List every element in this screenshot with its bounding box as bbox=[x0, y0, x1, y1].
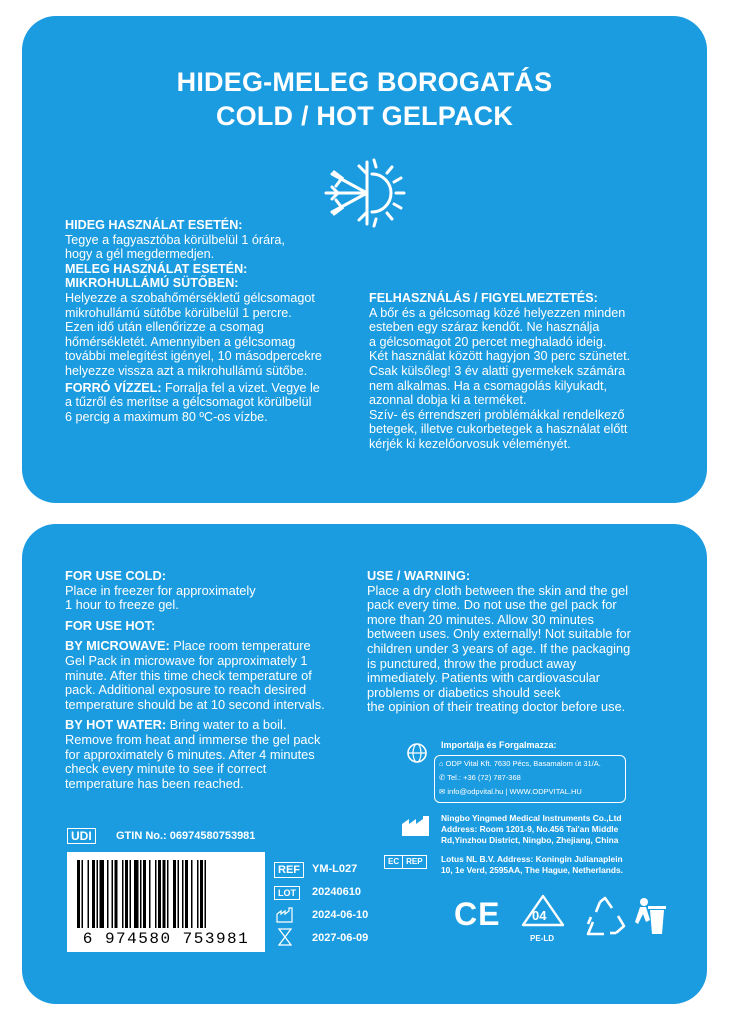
mail-icon: ✉ bbox=[439, 787, 448, 796]
barcode-bar bbox=[115, 860, 118, 928]
lot-label: LOT bbox=[274, 886, 300, 900]
phone-icon: ✆ bbox=[439, 773, 448, 782]
barcode-bar bbox=[82, 860, 84, 928]
text-line: the opinion of their treating doctor before use. bbox=[367, 699, 626, 715]
text-line: check every minute to see if correct bbox=[65, 761, 267, 777]
text-line: pack every time. Do not use the gel pack for bbox=[367, 597, 617, 613]
barcode-bar bbox=[125, 860, 128, 928]
text-line: Place room temperature bbox=[169, 638, 311, 654]
ref-value: YM-L027 bbox=[312, 863, 358, 875]
text-line: temperature has been reached. bbox=[65, 775, 244, 791]
waste-bin-icon bbox=[632, 896, 672, 938]
text-line: Place a dry cloth between the skin and the gel bbox=[367, 582, 629, 598]
text-line: minute. After this time check temperature of bbox=[65, 667, 312, 683]
importer-web-row bbox=[439, 786, 582, 797]
text-line: nem alkalmas. Ha a csomagolás kilyukadt, bbox=[369, 378, 607, 393]
front-label-panel bbox=[22, 16, 707, 503]
text-line: a tűzről és merítse a gélcsomagot körülbelül bbox=[65, 395, 312, 410]
barcode-bar bbox=[97, 860, 99, 928]
barcode-bar bbox=[191, 860, 193, 928]
ce-mark: CE bbox=[454, 896, 501, 932]
barcode-bar bbox=[134, 860, 139, 928]
text-line: hőmérsékletét. Amennyiben a gélcsomag bbox=[65, 334, 296, 349]
text-line: a gélcsomagot 20 percet meghaladó ideig. bbox=[369, 334, 607, 349]
barcode-bar bbox=[107, 860, 109, 928]
text-line: pack. Additional exposure to reach desired bbox=[65, 682, 307, 698]
barcode-bar bbox=[130, 860, 132, 928]
importer-address-row bbox=[439, 758, 601, 769]
barcode-bar bbox=[200, 860, 203, 928]
barcode-bar bbox=[100, 860, 105, 928]
barcode-bar bbox=[185, 860, 188, 928]
udi-label: UDI bbox=[67, 828, 96, 844]
text-line: Forralja fel a vizet. Vegye le bbox=[161, 380, 320, 395]
barcode-bar bbox=[140, 860, 142, 928]
barcode-bar bbox=[182, 860, 184, 928]
gtin-number: GTIN No.: 06974580753981 bbox=[116, 830, 256, 842]
barcode-bar bbox=[197, 860, 199, 928]
text-line: between uses. Only externally! Not suitable for bbox=[367, 626, 631, 642]
text-line: 1 hour to freeze gel. bbox=[65, 597, 179, 613]
text-line: Helyezze a szobahőmérsékletű gélcsomagot bbox=[65, 290, 315, 305]
hot-water-heading-hu: FORRÓ VÍZZEL: bbox=[65, 380, 162, 395]
text-line: Tegye a fagyasztóba körülbelül 1 órára, bbox=[65, 232, 285, 247]
text-line: kérjék ki kezelőorvosuk véleményét. bbox=[369, 436, 571, 451]
hot-heading-hu: MELEG HASZNÁLAT ESETÉN: bbox=[65, 261, 248, 276]
recycle-code: 04 bbox=[532, 908, 547, 923]
text-line: Bring water to a boil. bbox=[166, 717, 287, 733]
text-line: 6 percig a maximum 80 ºC-os vízbe. bbox=[65, 409, 268, 424]
text-line: more than 20 minutes. Allow 30 minutes bbox=[367, 611, 594, 627]
ref-label: REF bbox=[274, 862, 304, 878]
text-line: problems or diabetics should seek bbox=[367, 684, 561, 700]
rep-label: REP bbox=[406, 857, 423, 866]
importer-box bbox=[434, 755, 626, 803]
text-line: Ezen idő után ellenőrizze a csomag bbox=[65, 320, 264, 335]
text-line: Két használat között hagyjon 30 perc szünetet. bbox=[369, 349, 631, 364]
warning-heading-hu: FELHASZNÁLÁS / FIGYELMEZTETÉS: bbox=[369, 291, 598, 305]
text-line: temperature should be at 10 second intervals. bbox=[65, 696, 325, 712]
barcode-bar bbox=[178, 860, 180, 928]
barcode-bar bbox=[122, 860, 124, 928]
expiry-date: 2027-06-09 bbox=[312, 932, 369, 944]
barcode-bar bbox=[143, 860, 146, 928]
barcode-bar bbox=[205, 860, 207, 928]
text-line: azonnal dobja ki a terméket. bbox=[369, 393, 527, 408]
barcode-bar bbox=[155, 860, 157, 928]
importer-address: ODP Vital Kft. 7630 Pécs, Basamalom út 31/A. bbox=[445, 759, 601, 768]
text-line: Gel Pack in microwave for approximately 1 bbox=[65, 652, 308, 668]
text-line: 10, 1e Verd, 2595AA, The Hague, Netherlands. bbox=[441, 865, 623, 875]
text-line: hogy a gél megdermedjen. bbox=[65, 247, 215, 262]
manufacture-date-icon bbox=[276, 907, 294, 923]
back-right-column bbox=[367, 569, 697, 715]
ec-rep-symbol bbox=[384, 855, 427, 869]
lot-value: 20240610 bbox=[312, 886, 361, 898]
text-line: for approximately 6 minutes. After 4 minutes bbox=[65, 746, 315, 762]
hot-water-heading-en: BY HOT WATER: bbox=[65, 717, 167, 733]
hot-heading-en: FOR USE HOT: bbox=[65, 617, 156, 633]
text-line: további melegítést igényel, 10 másodpercekre bbox=[65, 349, 322, 364]
front-title-en: COLD / HOT GELPACK bbox=[215, 101, 514, 131]
manufacturer-icon bbox=[400, 814, 432, 838]
back-label-panel bbox=[22, 524, 707, 1004]
text-line: Address: Room 1201-9, No.456 Tai'an Middle bbox=[441, 824, 619, 834]
text-line: Csak külsőleg! 3 év alatti gyermekek számára bbox=[369, 363, 626, 378]
microwave-heading-en: BY MICROWAVE: bbox=[65, 638, 170, 654]
barcode-bar bbox=[158, 860, 161, 928]
text-line: helyezze vissza azt a mikrohullámú sütőbe. bbox=[65, 363, 308, 378]
text-line: Rd,Yinzhou District, Ningbo, Zhejiang, China bbox=[441, 835, 619, 845]
home-icon: ⌂ bbox=[439, 759, 446, 768]
importer-heading: Importálja és Forgalmazza: bbox=[441, 740, 557, 750]
ec-label: EC bbox=[385, 856, 403, 868]
manufacture-date: 2024-06-10 bbox=[312, 909, 369, 921]
ec-rep-block bbox=[441, 854, 623, 876]
barcode bbox=[67, 852, 265, 952]
text-line: Szív- és érrendszeri problémákkal rendelkező bbox=[369, 407, 625, 422]
front-title-hu: HIDEG-MELEG BOROGATÁS bbox=[176, 67, 553, 97]
importer-phone-row bbox=[439, 772, 521, 783]
importer-phone: Tel.: +36 (72) 787-368 bbox=[447, 773, 521, 782]
barcode-bar bbox=[77, 860, 80, 928]
barcode-bar bbox=[173, 860, 176, 928]
cold-heading-hu: HIDEG HASZNÁLAT ESETÉN: bbox=[65, 218, 243, 232]
recycle-icon bbox=[582, 896, 628, 938]
cold-heading-en: FOR USE COLD: bbox=[65, 568, 166, 583]
globe-icon bbox=[406, 742, 428, 764]
text-line: Lotus NL B.V. Address: Koningin Julianaplein bbox=[441, 854, 623, 864]
barcode-bar bbox=[163, 860, 166, 928]
text-line: Place in freezer for approximately bbox=[65, 582, 256, 598]
warning-heading-en: USE / WARNING: bbox=[367, 568, 471, 583]
text-line: mikrohullámú sütőbe körülbelül 1 percre. bbox=[65, 305, 292, 320]
barcode-bar bbox=[167, 860, 169, 928]
front-right-column bbox=[369, 291, 699, 452]
back-left-column bbox=[65, 569, 385, 791]
text-line: betegek, illetve cukorbetegek a használat előtt bbox=[369, 422, 628, 437]
text-line: Ningbo Yingmed Medical Instruments Co.,Ltd bbox=[441, 813, 622, 823]
barcode-bar bbox=[88, 860, 90, 928]
barcode-number: 6 974580 753981 bbox=[82, 930, 250, 948]
hourglass-icon bbox=[278, 928, 292, 946]
text-line: Remove from heat and immerse the gel pack bbox=[65, 731, 321, 747]
importer-web: info@odpvital.hu | WWW.ODPVITAL.HU bbox=[447, 787, 582, 796]
text-line: is punctured, throw the product away bbox=[367, 655, 577, 671]
front-left-column bbox=[65, 218, 385, 424]
text-line: immediately. Patients with cardiovascular bbox=[367, 670, 601, 686]
text-line: esteben egy száraz kendőt. Ne használja bbox=[369, 320, 600, 335]
barcode-bar bbox=[92, 860, 95, 928]
manufacturer-block bbox=[441, 813, 622, 846]
barcode-bar bbox=[149, 860, 151, 928]
recycle-material: PE-LD bbox=[530, 934, 554, 943]
barcode-bar bbox=[112, 860, 114, 928]
text-line: A bőr és a gélcsomag közé helyezzen minden bbox=[369, 305, 626, 320]
microwave-heading-hu: MIKROHULLÁMÚ SÜTŐBEN: bbox=[65, 276, 239, 291]
text-line: children under 3 years of age. If the packaging bbox=[367, 640, 631, 656]
barcode-bars bbox=[77, 860, 255, 928]
